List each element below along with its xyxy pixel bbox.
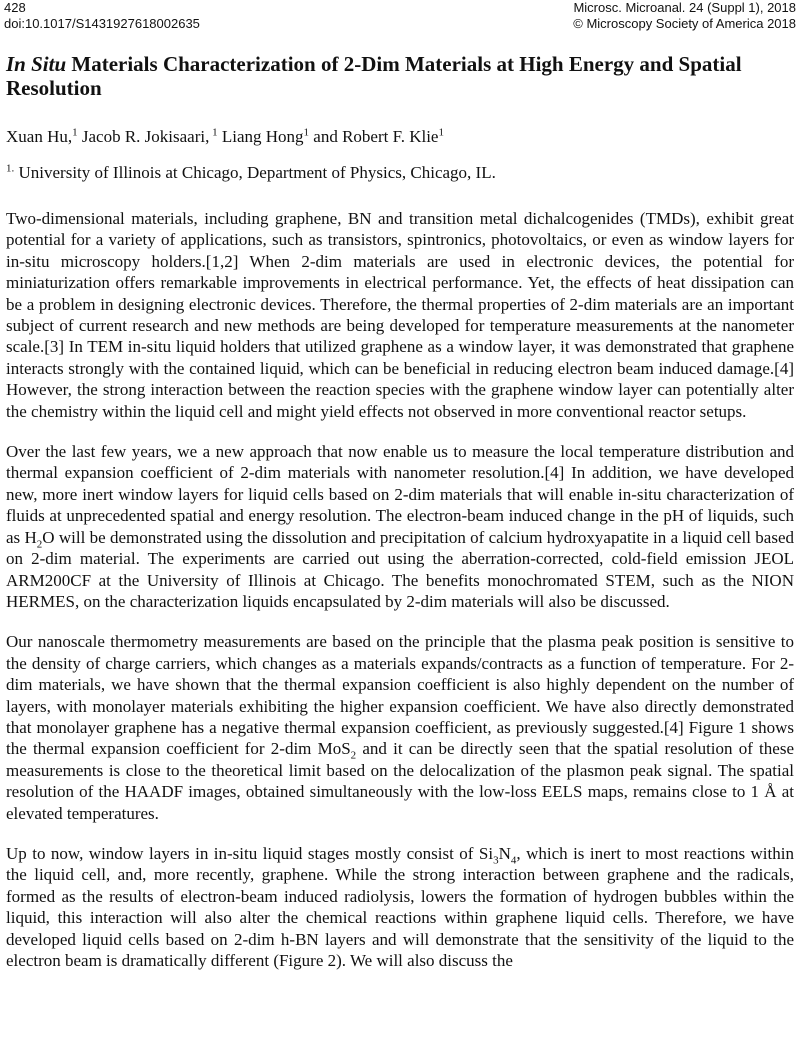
paragraph-2-text-b: O will be demonstrated using the dissolution and precipitation of calcium hydroxyapatite in a liquid cell based on 2-dim material. The experiments are carried out using the aberration-corrected, cold-field emission JEOL ARM200CF at the University of Illinois at Chicago. The benefits monochromated STEM, such as the NION HERMES, on the characterization liquids encapsulated by 2-dim materials will also be discussed. <box>6 527 794 611</box>
author-name: Xuan Hu, <box>6 127 73 146</box>
paragraph-3-text-a: Our nanoscale thermometry measurements are based on the principle that the plasma peak position is sensitive to the density of charge carriers, which changes as a materials expands/contracts as a function of temperature. For 2-dim materials, we have shown that the thermal expansion coefficient is also highly dependent on the number of layers, with monolayer materials exhibiting the higher expansion coefficient. We have also directly demonstrated that monolayer graphene has a negative thermal expansion coefficient, as previously suggested.[4] Figure 1 shows the thermal expansion coefficient for 2-dim MoS <box>6 632 794 759</box>
title-rest: Materials Characterization of 2-Dim Materials at High Energy and Spatial Resolution <box>6 52 742 100</box>
author-affiliation-mark: 1 <box>303 126 310 139</box>
doi: doi:10.1017/S1431927618002635 <box>4 16 200 31</box>
paragraph-4-text-b: , which is inert to most reactions within the liquid cell, and, more recently, graphene. While the strong interaction between graphene and the radicals, formed as the results of electron-beam induced radiolysis, lowers the formation of hydrogen bubbles within the liquid, this interaction will also alter the chemical reactions within graphene liquid cells. Therefore, we have developed liquid cells based on 2-dim h-BN layers and will demonstrate that the sensitivity of the liquid to the electron beam is dramatically different (Figure 2). We will also discuss the <box>6 843 794 970</box>
page-header <box>4 0 796 32</box>
author-name: and Robert F. Klie <box>309 127 439 146</box>
paragraph-1: Two-dimensional materials, including graphene, BN and transition metal dichalcogenides (TMDs), exhibit great potential for a variety of applications, such as transistors, spintronics, photovoltaics, or even as window layers for in-situ microscopy holders.[1,2] When 2-dim materials are used in electronic devices, the potential for miniaturization offers remarkable improvements in electrical performance. Yet, the effects of heat dissipation can be a problem in designing electronic devices. Therefore, the thermal properties of 2-dim materials are an important subject of current research and new methods are being developed for temperature measurements at the nanometer scale.[3] In TEM in-situ liquid holders that utilized graphene as a window layer, it was demonstrated that graphene interacts strongly with the contained liquid, which can be beneficial in reducing electron beam induced damage.[4] However, the strong interaction between the reaction species with the graphene window layer can potentially alter the chemistry within the liquid cell and might yield effects not observed in more conventional reactor setups. <box>6 209 794 421</box>
affiliation-mark: 1. <box>6 162 15 175</box>
article-body <box>6 52 794 988</box>
journal-citation: Microsc. Microanal. 24 (Suppl 1), 2018 <box>573 0 796 15</box>
author-name: Liang Hong <box>217 127 304 146</box>
author-list <box>6 126 794 148</box>
author-affiliation-mark: 1 <box>438 126 444 139</box>
subscript: 3 <box>493 854 499 867</box>
paragraph-2-text-a: Over the last few years, we a new approach that now enable us to measure the local temperature distribution and thermal expansion coefficient of 2-dim materials with nanometer resolution.[4] In addition, we have developed new, more inert window layers for liquid cells based on 2-dim materials that will enable in-situ characterization of fluids at unprecedented spatial and energy resolution. The electron-beam induced change in the pH of liquids, such as H <box>6 442 794 547</box>
copyright: © Microscopy Society of America 2018 <box>573 16 796 31</box>
affiliation <box>6 162 794 184</box>
subscript: 4 <box>510 854 517 867</box>
affiliation-text: University of Illinois at Chicago, Department of Physics, Chicago, IL. <box>14 163 496 182</box>
article-title <box>6 52 794 100</box>
subscript: 2 <box>36 538 43 551</box>
paragraph-4-text-mid: N <box>498 843 511 863</box>
paragraph-3 <box>6 631 794 824</box>
author-affiliation-mark: 1 <box>72 126 78 139</box>
page-number: 428 <box>4 0 26 15</box>
title-italic: In Situ <box>6 52 67 76</box>
paragraph-3-text-b: and it can be directly seen that the spatial resolution of these measurements is close to the theoretical limit based on the delocalization of the plasmon peak signal. The spatial resolution of the HAADF images, obtained simultaneously with the low-loss EELS maps, remains close to 1 Å at elevated temperatures. <box>6 739 794 823</box>
author-affiliation-mark: 1 <box>209 126 218 139</box>
subscript: 2 <box>350 749 357 762</box>
paragraph-4-text-a: Up to now, window layers in in-situ liquid stages mostly consist of Si <box>6 843 494 863</box>
paragraph-2 <box>6 441 794 612</box>
paragraph-4 <box>6 843 794 971</box>
author-name: Jacob R. Jokisaari, <box>77 127 210 146</box>
